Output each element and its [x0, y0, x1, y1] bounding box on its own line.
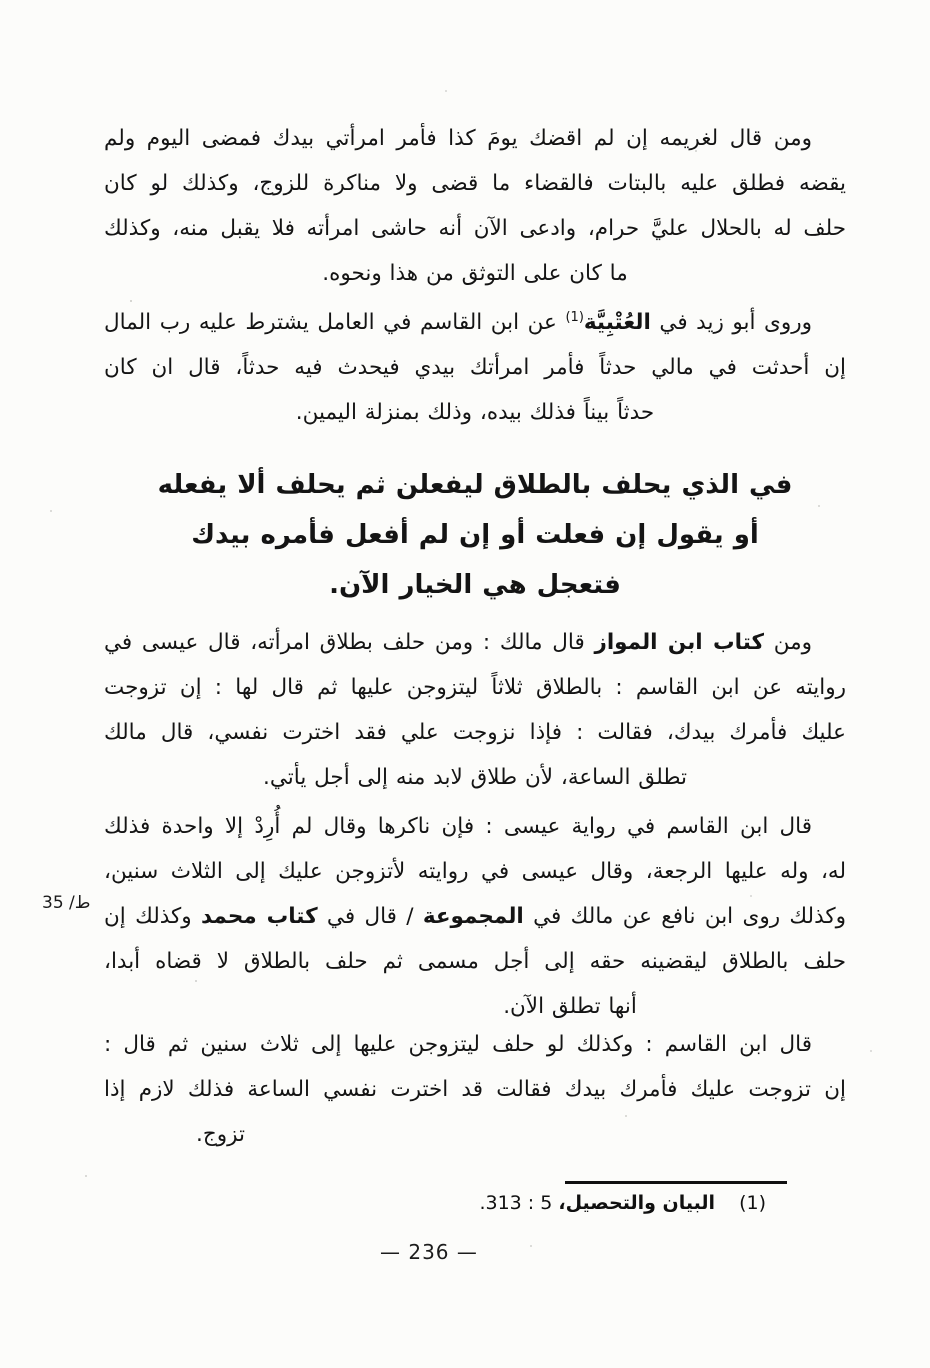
paragraph-5 [104, 1022, 846, 1157]
text-line: روايته عن ابن القاسم : بالطلاق ثلاثاً ليتزوجن عليها ثم قال لها : إن تزوجت [104, 675, 846, 700]
page-text-block [104, 0, 846, 1368]
footnote-text: البيان والتحصيل، 5 : 313. [479, 1192, 716, 1214]
text-line: تطلق الساعة، لأن طلاق لابد منه إلى أجل يأتي. [263, 765, 687, 790]
text-line: وكذلك روى ابن نافع عن مالك في المجموعة / قال في كتاب محمد وكذلك إن [104, 904, 846, 929]
footnote [479, 1188, 766, 1218]
paragraph-2 [104, 300, 846, 435]
margin-folio-note: ط/ 35 [42, 893, 91, 913]
text-line: يقضه فطلق عليه بالبتات فالقضاء ما قضى ولا مناكرة للزوج، وكذلك لو كان [104, 171, 846, 196]
text-line: له، وله عليها الرجعة، وقال عيسى في روايته لأتزوجن عليك إلى الثلاث سنين، [104, 859, 846, 884]
text-line: أو يقول إن فعلت أو إن لم أفعل فأمره بيدك [191, 520, 759, 550]
text-line: وروى أبو زيد في العُتْبِيَّة$^{(1)}$ عن ابن القاسم في العامل يشترط عليه رب المال [104, 309, 812, 335]
text-line: ومن كتاب ابن المواز قال مالك : ومن حلف بطلاق امرأته، قال عيسى في [104, 630, 812, 655]
text-line: قال ابن القاسم في رواية عيسى : فإن ناكرها وقال لم أُرِدْ إلا واحدة فذلك [104, 814, 812, 839]
text-line: تزوج. [196, 1122, 245, 1147]
paragraph-1 [104, 116, 846, 296]
footnote-divider [565, 1181, 787, 1184]
text-line: ومن قال لغريمه إن لم اقضك يومَ كذا فأمر امرأتي بيدك فمضى اليوم ولم [104, 126, 812, 151]
text-line: حدثاً بيناً فذلك بيده، وذلك بمنزلة اليمين. [295, 400, 655, 425]
chapter-heading [104, 460, 846, 610]
text-line: أنها تطلق الآن. [503, 994, 637, 1019]
text-line: عليك فأمرك بيدك، فقالت : فإذا نزوجت علي فقد اخترت نفسي، قال مالك [104, 720, 846, 745]
text-line: في الذي يحلف بالطلاق ليفعلن ثم يحلف ألا يفعله [157, 470, 793, 500]
text-line: ما كان على التوثق من هذا ونحوه. [322, 261, 628, 286]
footnote-reference: (1) [565, 309, 584, 325]
text-line: حلف له بالحلال عليَّ حرام، وادعى الآن أنه حاشى امرأته فلا يقبل منه، وكذلك [104, 216, 846, 241]
paragraph-4 [104, 804, 846, 1029]
footnote-marker: (1) [739, 1192, 766, 1214]
text-line: إن تزوجت عليك فأمرك بيدك فقالت قد اخترت نفسي الساعة فذلك لازم إذا [104, 1077, 846, 1102]
text-line: حلف بالطلاق ليقضينه حقه إلى أجل مسمى ثم حلف بالطلاق لا قضاه أبدا، [104, 949, 846, 974]
text-line: فتعجل هي الخيار الآن. [329, 570, 621, 600]
text-line: إن أحدثت في مالي حدثاً فأمر امرأتك بيدي فيحدث فيه حدثاً، قال ان كان [104, 355, 846, 380]
paragraph-3 [104, 620, 846, 800]
text-line: قال ابن القاسم : وكذلك لو حلف ليتزوجن عليها إلى ثلاث سنين ثم قال : [104, 1032, 812, 1057]
page-number: — 236 — [380, 1240, 478, 1264]
